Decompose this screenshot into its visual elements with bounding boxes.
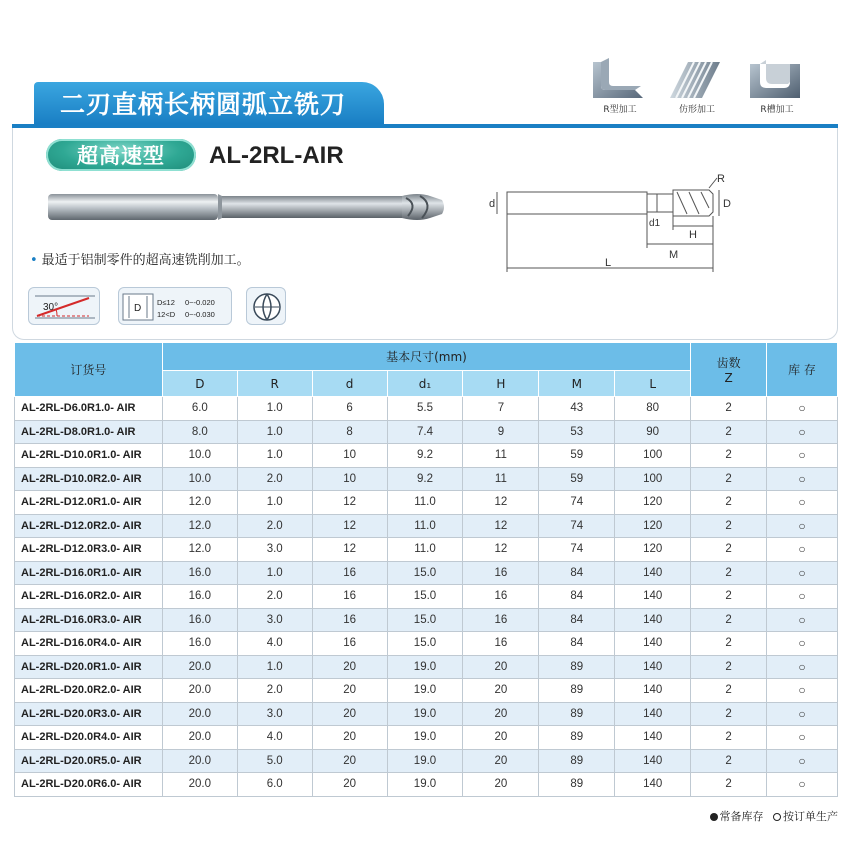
flute-section-icon [246, 287, 286, 325]
cell-z: 2 [691, 538, 767, 562]
cell-h: 11 [463, 444, 539, 468]
feature-text-content: 最适于铝制零件的超高速铣削加工。 [41, 253, 250, 268]
table-row [15, 420, 838, 444]
cell-l: 140 [615, 585, 691, 609]
cell-d: 10 [312, 467, 387, 491]
spec-table-body [15, 397, 838, 797]
cell-d: 12 [312, 514, 387, 538]
stock-cell [767, 702, 838, 726]
stock-status-icon: ○ [798, 612, 806, 627]
cell-d: 20 [312, 655, 387, 679]
cell-z: 2 [691, 655, 767, 679]
cell-d: 20.0 [162, 655, 237, 679]
cell-d1: 5.5 [387, 397, 463, 421]
cell-d: 16.0 [162, 608, 237, 632]
cell-z: 2 [691, 561, 767, 585]
teeth-header [691, 343, 767, 397]
cell-r: 3.0 [237, 538, 312, 562]
order-code-cell: AL-2RL-D16.0R1.0- AIR [15, 561, 163, 585]
cell-r: 4.0 [237, 726, 312, 750]
diagram-label-M: M [669, 249, 679, 261]
cell-d: 20.0 [162, 702, 237, 726]
stock-status-icon: ○ [798, 448, 806, 463]
cell-m: 89 [539, 749, 615, 773]
cell-m: 89 [539, 702, 615, 726]
table-row [15, 397, 838, 421]
cell-d: 16 [312, 608, 387, 632]
page-title [34, 82, 384, 124]
cell-h: 11 [463, 467, 539, 491]
cell-d1: 19.0 [387, 773, 463, 797]
order-code-cell: AL-2RL-D20.0R2.0- AIR [15, 679, 163, 703]
cell-r: 1.0 [237, 420, 312, 444]
stock-status-icon: ○ [798, 471, 806, 486]
cell-d: 20.0 [162, 773, 237, 797]
stock-status-icon: ○ [798, 518, 806, 533]
stock-cell [767, 444, 838, 468]
cell-l: 140 [615, 679, 691, 703]
cell-z: 2 [691, 702, 767, 726]
order-code-cell: AL-2RL-D16.0R2.0- AIR [15, 585, 163, 609]
stock-status-icon: ○ [798, 777, 806, 792]
cell-d1: 15.0 [387, 561, 463, 585]
stock-status-icon: ○ [798, 730, 806, 745]
order-code-cell: AL-2RL-D6.0R1.0- AIR [15, 397, 163, 421]
r-type-machining-label: R型加工 [603, 105, 637, 115]
stock-cell [767, 726, 838, 750]
profile-machining-label: 仿形加工 [678, 105, 715, 115]
cell-d: 16.0 [162, 561, 237, 585]
cell-z: 2 [691, 467, 767, 491]
cell-d: 16.0 [162, 585, 237, 609]
cell-h: 20 [463, 655, 539, 679]
cell-h: 16 [463, 561, 539, 585]
stock-cell [767, 608, 838, 632]
cell-h: 16 [463, 585, 539, 609]
cell-h: 20 [463, 773, 539, 797]
cell-h: 16 [463, 632, 539, 656]
cell-z: 2 [691, 773, 767, 797]
stock-cell [767, 585, 838, 609]
stock-cell [767, 749, 838, 773]
bullet-icon: • [30, 253, 38, 268]
diagram-label-d: d [489, 198, 496, 210]
cell-m: 84 [539, 561, 615, 585]
cell-l: 100 [615, 444, 691, 468]
cell-z: 2 [691, 608, 767, 632]
cell-l: 120 [615, 538, 691, 562]
order-code-cell: AL-2RL-D12.0R2.0- AIR [15, 514, 163, 538]
cell-r: 1.0 [237, 561, 312, 585]
cell-d: 20 [312, 773, 387, 797]
cell-h: 20 [463, 702, 539, 726]
stock-cell [767, 397, 838, 421]
cell-h: 16 [463, 608, 539, 632]
cell-h: 20 [463, 749, 539, 773]
cell-d: 12.0 [162, 514, 237, 538]
order-code-cell: AL-2RL-D8.0R1.0- AIR [15, 420, 163, 444]
stock-cell [767, 538, 838, 562]
table-row [15, 561, 838, 585]
cell-m: 89 [539, 726, 615, 750]
cell-m: 59 [539, 444, 615, 468]
stock-status-icon: ○ [798, 565, 806, 580]
cell-m: 53 [539, 420, 615, 444]
cell-z: 2 [691, 444, 767, 468]
cell-h: 9 [463, 420, 539, 444]
col-header-R: R [237, 371, 312, 397]
r-type-machining-icon [591, 58, 645, 115]
table-row [15, 538, 838, 562]
cell-m: 84 [539, 585, 615, 609]
stock-status-icon: ○ [798, 706, 806, 721]
cell-d: 8.0 [162, 420, 237, 444]
cell-d: 6 [312, 397, 387, 421]
cell-r: 3.0 [237, 702, 312, 726]
cell-h: 12 [463, 538, 539, 562]
stock-cell [767, 467, 838, 491]
cell-l: 140 [615, 773, 691, 797]
diagram-label-R: R [717, 173, 725, 185]
table-row [15, 773, 838, 797]
dims-header: 基本尺寸(mm) [162, 343, 690, 371]
cell-z: 2 [691, 679, 767, 703]
cell-l: 120 [615, 491, 691, 515]
feature-text [30, 249, 250, 268]
cell-d1: 11.0 [387, 538, 463, 562]
stock-header: 库 存 [767, 343, 838, 397]
cell-d: 10.0 [162, 467, 237, 491]
teeth-header-line2: Z [724, 371, 733, 385]
stock-status-icon: ○ [798, 495, 806, 510]
table-row [15, 444, 838, 468]
helix-angle-icon [28, 287, 100, 325]
col-header-d1: d₁ [387, 371, 463, 397]
order-code-cell: AL-2RL-D16.0R4.0- AIR [15, 632, 163, 656]
cell-z: 2 [691, 632, 767, 656]
table-row [15, 655, 838, 679]
teeth-header-line1: 齿数 [716, 356, 741, 370]
tool-image [46, 186, 446, 230]
tolerance-line1-cond: D≤12 [157, 298, 175, 307]
table-row [15, 585, 838, 609]
cell-l: 140 [615, 608, 691, 632]
cell-z: 2 [691, 514, 767, 538]
stock-cell [767, 420, 838, 444]
cell-d: 8 [312, 420, 387, 444]
filled-circle-icon [710, 813, 718, 821]
stock-cell [767, 679, 838, 703]
stock-cell [767, 491, 838, 515]
tolerance-symbol: D [134, 303, 142, 314]
series-badge [46, 139, 196, 171]
tolerance-line2-val: 0~-0.030 [185, 310, 215, 319]
cell-d: 20 [312, 702, 387, 726]
cell-m: 59 [539, 467, 615, 491]
cell-r: 2.0 [237, 514, 312, 538]
order-code-cell: AL-2RL-D16.0R3.0- AIR [15, 608, 163, 632]
cell-r: 2.0 [237, 467, 312, 491]
cell-d: 16 [312, 561, 387, 585]
cell-d: 12.0 [162, 491, 237, 515]
empty-circle-icon [773, 813, 781, 821]
cell-l: 140 [615, 632, 691, 656]
cell-d: 20 [312, 679, 387, 703]
cell-r: 3.0 [237, 608, 312, 632]
cell-h: 20 [463, 726, 539, 750]
cell-m: 84 [539, 632, 615, 656]
stock-status-icon: ○ [798, 683, 806, 698]
cell-d: 12 [312, 538, 387, 562]
cell-m: 74 [539, 491, 615, 515]
cell-d1: 19.0 [387, 655, 463, 679]
table-row [15, 702, 838, 726]
cell-m: 89 [539, 773, 615, 797]
cell-d1: 19.0 [387, 749, 463, 773]
diagram-label-H: H [689, 229, 697, 241]
profile-machining-icon [668, 58, 722, 115]
cell-r: 2.0 [237, 585, 312, 609]
cell-d: 6.0 [162, 397, 237, 421]
order-code-cell: AL-2RL-D20.0R4.0- AIR [15, 726, 163, 750]
table-row [15, 632, 838, 656]
cell-d1: 15.0 [387, 585, 463, 609]
tolerance-icon [118, 287, 232, 325]
col-header-d: d [312, 371, 387, 397]
legend-in-stock-text: 常备库存 [719, 810, 764, 823]
cell-d: 16 [312, 585, 387, 609]
cell-d: 20 [312, 749, 387, 773]
cell-m: 43 [539, 397, 615, 421]
cell-z: 2 [691, 397, 767, 421]
legend-in-stock [710, 810, 764, 823]
legend-made-to-order [773, 810, 838, 823]
cell-d: 16 [312, 632, 387, 656]
stock-status-icon: ○ [798, 636, 806, 651]
cell-d1: 19.0 [387, 679, 463, 703]
cell-d1: 7.4 [387, 420, 463, 444]
stock-status-icon: ○ [798, 401, 806, 416]
stock-status-icon: ○ [798, 424, 806, 439]
table-row [15, 726, 838, 750]
r-groove-machining-icon [748, 58, 802, 115]
cell-d1: 9.2 [387, 444, 463, 468]
cell-m: 89 [539, 655, 615, 679]
stock-cell [767, 514, 838, 538]
cell-d1: 19.0 [387, 702, 463, 726]
dimension-diagram [487, 168, 747, 282]
cell-m: 74 [539, 538, 615, 562]
cell-r: 2.0 [237, 679, 312, 703]
cell-d: 20.0 [162, 679, 237, 703]
cell-z: 2 [691, 420, 767, 444]
series-badge-text: 超高速型 [77, 144, 165, 168]
cell-d1: 15.0 [387, 632, 463, 656]
stock-legend [704, 808, 839, 824]
cell-l: 140 [615, 749, 691, 773]
cell-d: 12 [312, 491, 387, 515]
order-code-cell: AL-2RL-D12.0R1.0- AIR [15, 491, 163, 515]
cell-r: 1.0 [237, 491, 312, 515]
helix-angle-value: 30° [43, 302, 59, 313]
cell-l: 120 [615, 514, 691, 538]
cell-d: 10 [312, 444, 387, 468]
cell-z: 2 [691, 749, 767, 773]
order-code-cell: AL-2RL-D10.0R1.0- AIR [15, 444, 163, 468]
table-row [15, 608, 838, 632]
cell-h: 12 [463, 514, 539, 538]
tolerance-line2-cond: 12<D [157, 310, 176, 319]
cell-l: 90 [615, 420, 691, 444]
order-code-cell: AL-2RL-D20.0R3.0- AIR [15, 702, 163, 726]
cell-l: 140 [615, 655, 691, 679]
model-name: AL-2RL-AIR [209, 142, 344, 169]
cell-r: 1.0 [237, 444, 312, 468]
order-code-cell: AL-2RL-D20.0R6.0- AIR [15, 773, 163, 797]
cell-d1: 11.0 [387, 491, 463, 515]
cell-r: 1.0 [237, 397, 312, 421]
table-row [15, 679, 838, 703]
cell-z: 2 [691, 726, 767, 750]
diagram-label-L: L [605, 257, 612, 269]
cell-z: 2 [691, 491, 767, 515]
cell-d: 20 [312, 726, 387, 750]
cell-d1: 9.2 [387, 467, 463, 491]
order-no-header: 订货号 [15, 343, 163, 397]
order-code-cell: AL-2RL-D12.0R3.0- AIR [15, 538, 163, 562]
cell-l: 140 [615, 702, 691, 726]
cell-d1: 11.0 [387, 514, 463, 538]
table-row [15, 467, 838, 491]
stock-cell [767, 561, 838, 585]
stock-cell [767, 655, 838, 679]
stock-status-icon: ○ [798, 659, 806, 674]
cell-h: 12 [463, 491, 539, 515]
order-code-cell: AL-2RL-D20.0R1.0- AIR [15, 655, 163, 679]
cell-m: 89 [539, 679, 615, 703]
col-header-D: D [162, 371, 237, 397]
stock-status-icon: ○ [798, 753, 806, 768]
cell-l: 100 [615, 467, 691, 491]
cell-d: 12.0 [162, 538, 237, 562]
order-code-cell: AL-2RL-D10.0R2.0- AIR [15, 467, 163, 491]
cell-l: 140 [615, 561, 691, 585]
cell-d: 16.0 [162, 632, 237, 656]
cell-r: 1.0 [237, 655, 312, 679]
cell-d1: 15.0 [387, 608, 463, 632]
cell-m: 74 [539, 514, 615, 538]
col-header-H: H [463, 371, 539, 397]
table-row [15, 749, 838, 773]
cell-h: 7 [463, 397, 539, 421]
cell-d1: 19.0 [387, 726, 463, 750]
stock-cell [767, 632, 838, 656]
cell-z: 2 [691, 585, 767, 609]
order-code-cell: AL-2RL-D20.0R5.0- AIR [15, 749, 163, 773]
cell-d: 20.0 [162, 749, 237, 773]
r-groove-machining-label: R槽加工 [760, 105, 794, 115]
diagram-label-d1: d1 [649, 218, 661, 229]
stock-status-icon: ○ [798, 542, 806, 557]
col-header-M: M [539, 371, 615, 397]
col-header-L: L [615, 371, 691, 397]
cell-d: 10.0 [162, 444, 237, 468]
tolerance-line1-val: 0~-0.020 [185, 298, 215, 307]
cell-l: 80 [615, 397, 691, 421]
cell-r: 5.0 [237, 749, 312, 773]
cell-l: 140 [615, 726, 691, 750]
cell-h: 20 [463, 679, 539, 703]
diagram-label-D: D [723, 198, 731, 210]
page-title-text: 二刃直柄长柄圆弧立铣刀 [60, 90, 347, 119]
spec-table [14, 342, 838, 797]
stock-status-icon: ○ [798, 589, 806, 604]
cell-d: 20.0 [162, 726, 237, 750]
cell-r: 4.0 [237, 632, 312, 656]
stock-cell [767, 773, 838, 797]
cell-m: 84 [539, 608, 615, 632]
table-row [15, 491, 838, 515]
cell-r: 6.0 [237, 773, 312, 797]
table-row [15, 514, 838, 538]
legend-made-to-order-text: 按订单生产 [783, 810, 838, 823]
